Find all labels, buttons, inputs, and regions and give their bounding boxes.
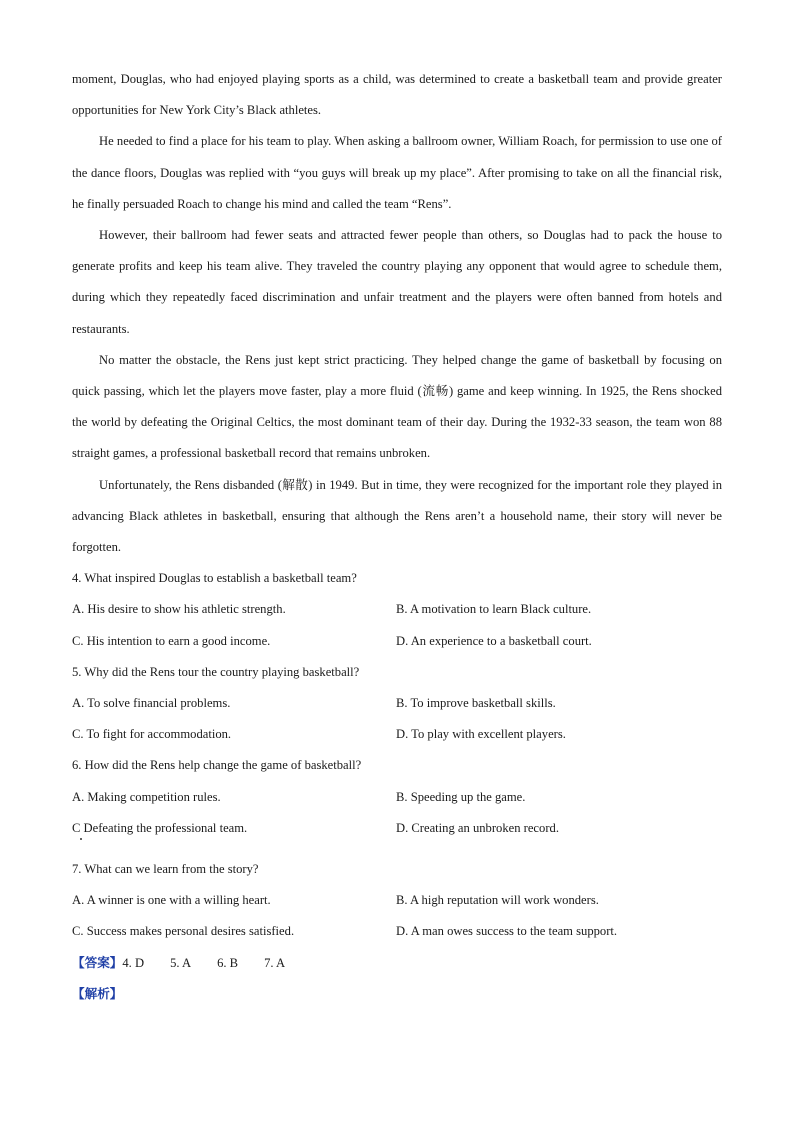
answer-item: 7. A [264, 955, 286, 970]
question-4 [72, 563, 722, 657]
analysis-label: 【解析】 [72, 986, 123, 1001]
answer-label: 【答案】 [72, 955, 123, 970]
option-a: A. Making competition rules. [72, 789, 221, 804]
option-a: A. His desire to show his athletic strength. [72, 602, 286, 617]
question-5 [72, 657, 722, 751]
option-grid [72, 688, 722, 750]
passage-paragraph-4: No matter the obstacle, the Rens just kept strict practicing. They helped change the game of basketball by focusing on quick passing, which let the players move faster, play a more fluid (流畅) game and keep winning. In 1925, the Rens shocked the world by defeating the Original Celtics, the most dominant team of their day. During the 1932-33 season, the team won 88 straight games, a professional basketball record that remains unbroken. [72, 352, 722, 461]
document-page [72, 64, 722, 1010]
stray-dot-spacer [72, 844, 722, 854]
passage-paragraph-2: He needed to find a place for his team to play. When asking a ballroom owner, William Roach, for permission to use one of the dance floors, Douglas was replied with “you guys will break up my place”. After promising to take on all the financial risk, he finally persuaded Roach to change his mind and called the team “Rens”. [72, 134, 722, 211]
question-7 [72, 854, 722, 948]
passage-paragraph-3: However, their ballroom had fewer seats and attracted fewer people than others, so Douglas had to pack the house to generate profits and keep his team alive. They traveled the country playing any opponent that would agree to schedule them, during which they repeatedly faced discrimination and unfair treatment and the players were often banned from hotels and restaurants. [72, 228, 722, 336]
option-grid [72, 782, 722, 844]
option-c: C. Success makes personal desires satisfied. [72, 924, 295, 939]
question-stem: 7. What can we learn from the story? [72, 862, 259, 877]
option-d: D. A man owes success to the team support. [396, 924, 618, 939]
answer-item: 6. B [217, 955, 239, 970]
option-b: B. Speeding up the game. [396, 789, 526, 804]
question-6 [72, 750, 722, 854]
passage-paragraph-5: Unfortunately, the Rens disbanded (解散) in 1949. But in time, they were recognized for the important role they played in advancing Black athletes in basketball, ensuring that although the Rens aren’t a household name, their story will never be forgotten. [72, 477, 722, 555]
option-c: C Defeating the professional team. [72, 820, 248, 835]
option-d: D. An experience to a basketball court. [396, 633, 592, 648]
option-b: B. To improve basketball skills. [396, 696, 556, 711]
answer-line [72, 948, 722, 979]
option-d: D. To play with excellent players. [396, 727, 566, 742]
question-stem: 4. What inspired Douglas to establish a basketball team? [72, 571, 357, 586]
answer-item: 5. A [170, 955, 192, 970]
option-grid [72, 885, 722, 947]
option-c: C. His intention to earn a good income. [72, 633, 271, 648]
question-stem: 5. Why did the Rens tour the country playing basketball? [72, 664, 360, 679]
option-a: A. To solve financial problems. [72, 696, 231, 711]
option-a: A. A winner is one with a willing heart. [72, 893, 271, 908]
option-grid [72, 594, 722, 656]
analysis-line [72, 979, 722, 1010]
answer-item: 4. D [122, 955, 145, 970]
option-d: D. Creating an unbroken record. [396, 820, 559, 835]
option-b: B. A motivation to learn Black culture. [396, 602, 592, 617]
question-stem: 6. How did the Rens help change the game of basketball? [72, 758, 362, 773]
option-b: B. A high reputation will work wonders. [396, 893, 599, 908]
passage-paragraph-1: moment, Douglas, who had enjoyed playing sports as a child, was determined to create a basketball team and provide greater opportunities for New York City’s Black athletes. [72, 72, 722, 118]
option-c: C. To fight for accommodation. [72, 727, 232, 742]
